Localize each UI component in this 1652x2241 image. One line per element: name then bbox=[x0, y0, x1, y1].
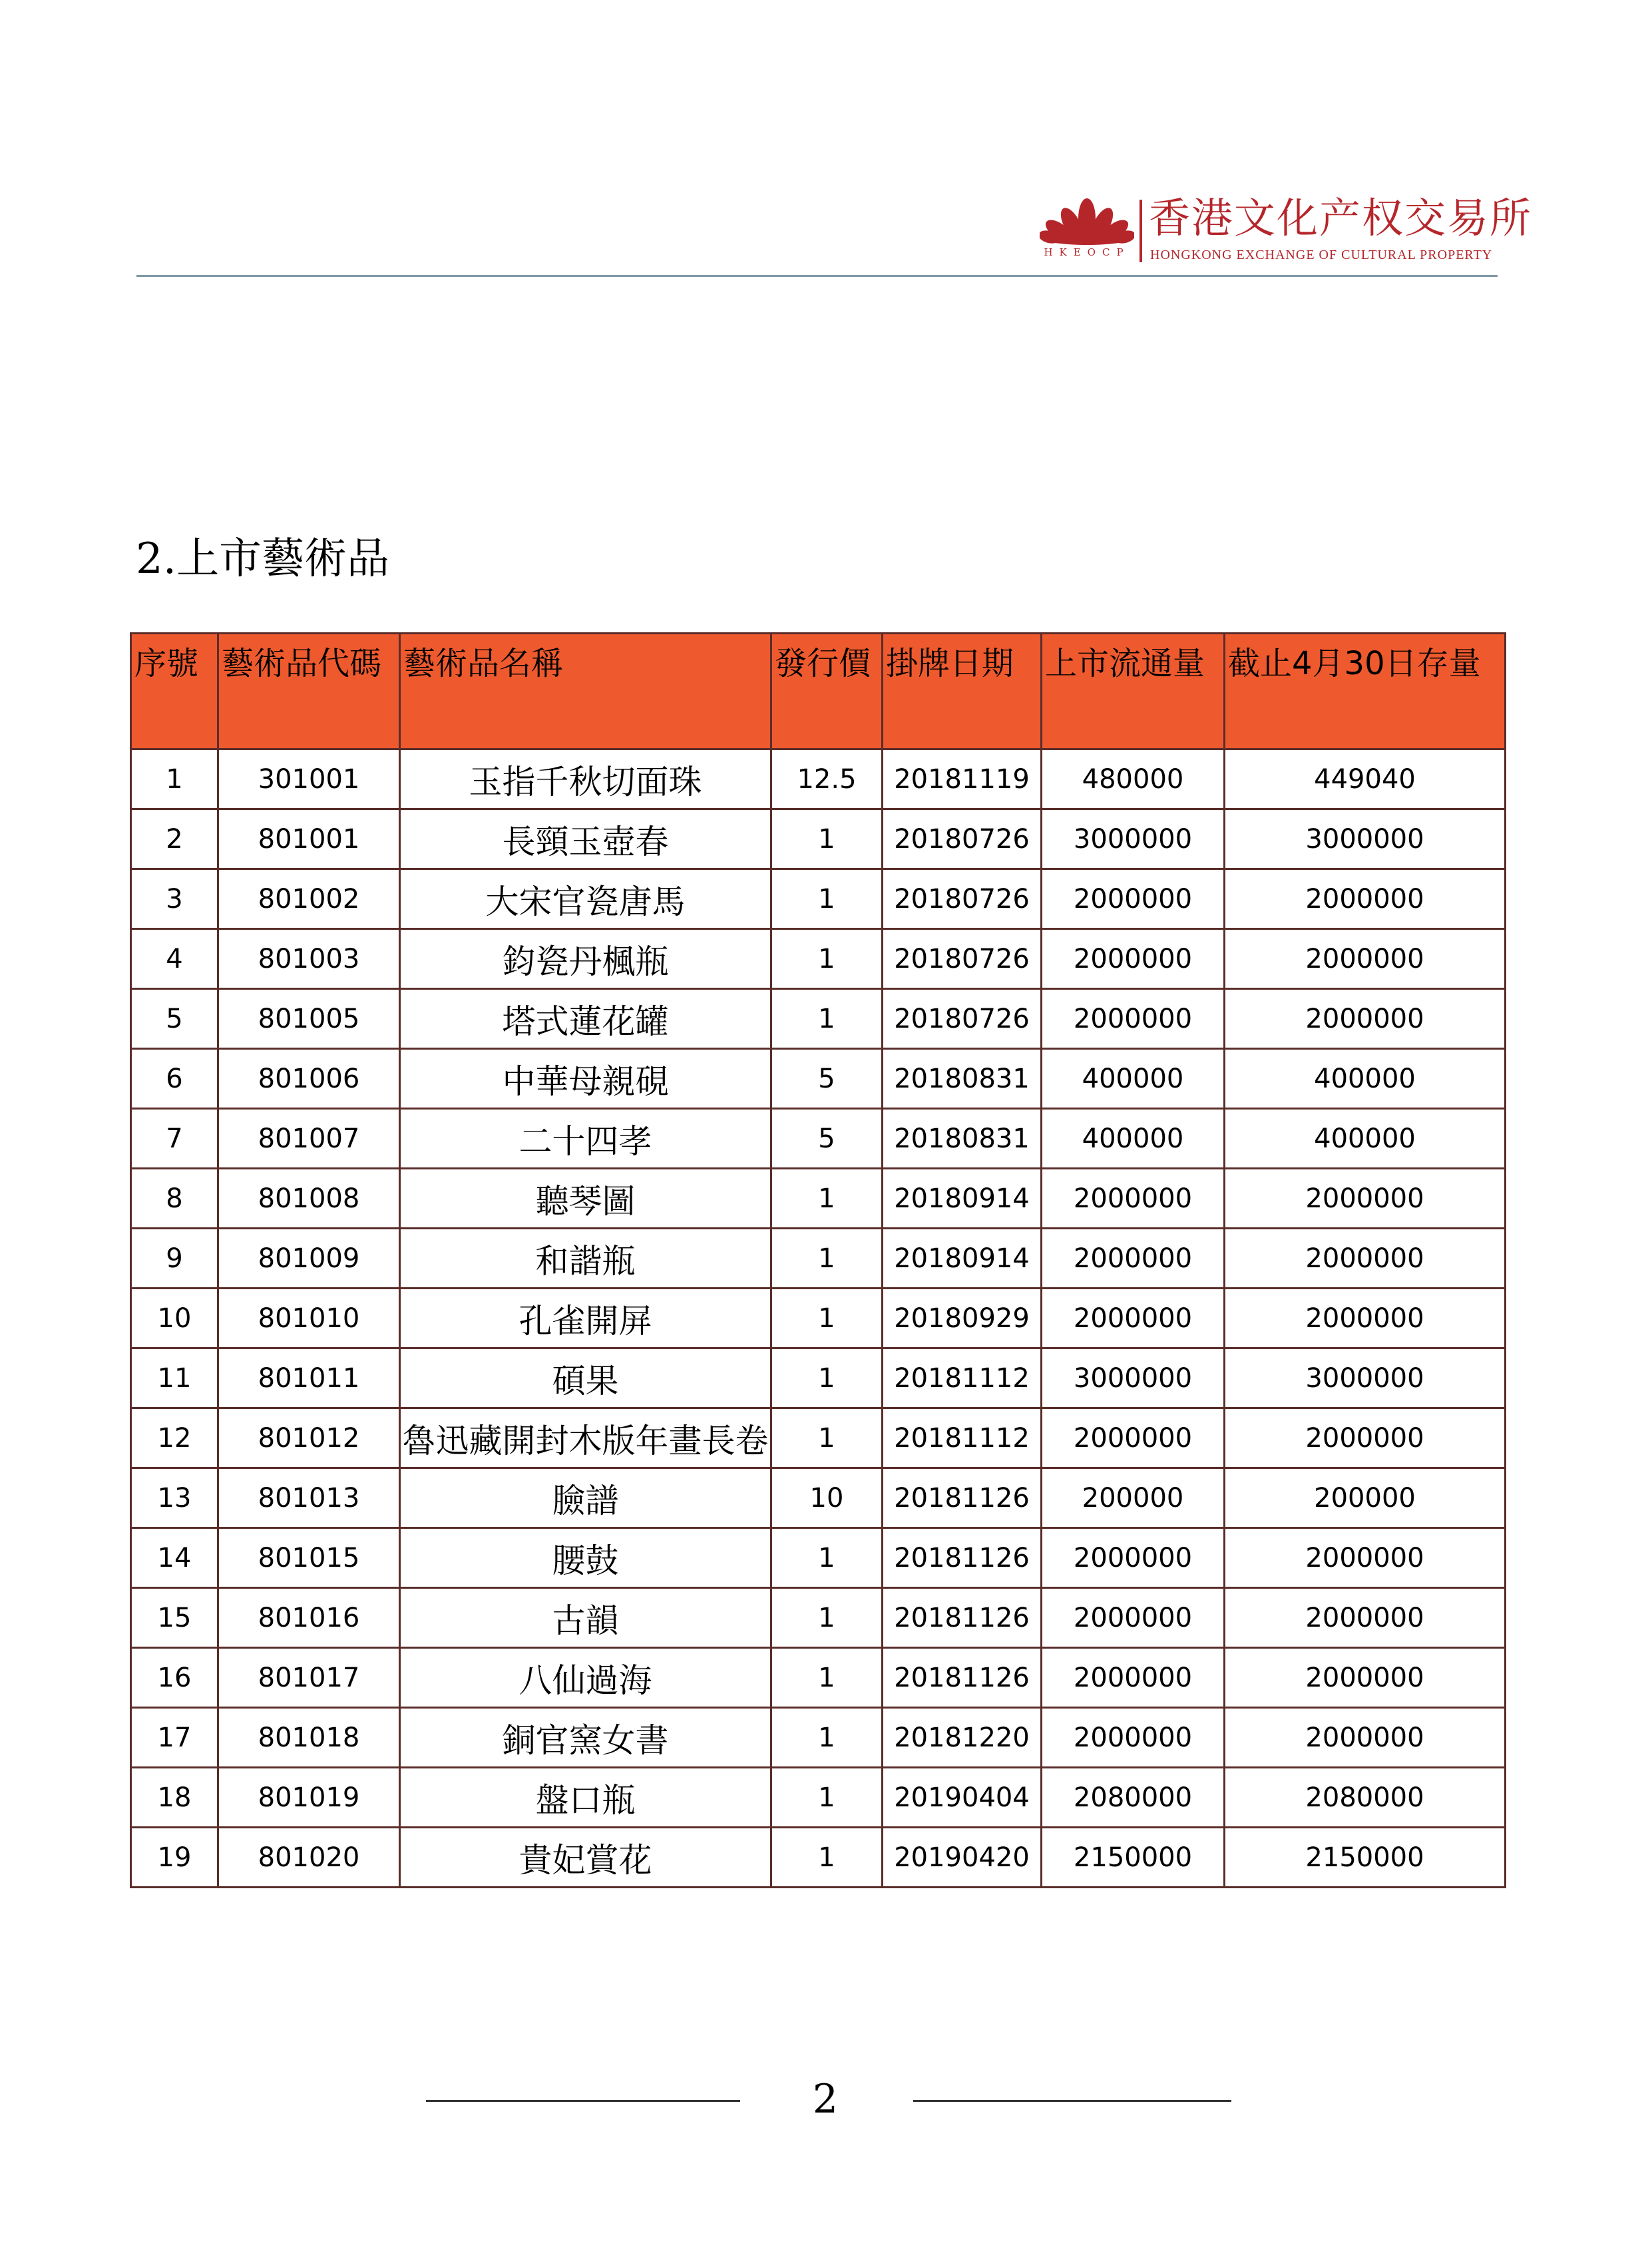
table-cell: 1 bbox=[771, 1348, 883, 1408]
table-cell: 2150000 bbox=[1225, 1828, 1506, 1888]
table-cell: 2000000 bbox=[1042, 1229, 1225, 1289]
table-cell: 20181112 bbox=[883, 1408, 1042, 1468]
logo-abbreviation: HKEOCP bbox=[1044, 246, 1130, 258]
table-row bbox=[131, 1289, 1506, 1348]
table-cell: 2000000 bbox=[1042, 1648, 1225, 1708]
table-cell: 18 bbox=[131, 1768, 218, 1828]
table-cell: 5 bbox=[771, 1109, 883, 1169]
table-cell: 2080000 bbox=[1225, 1768, 1506, 1828]
table-cell: 801003 bbox=[218, 929, 400, 989]
table-cell: 貴妃賞花 bbox=[400, 1828, 771, 1888]
table-cell: 1 bbox=[771, 989, 883, 1049]
table-cell: 17 bbox=[131, 1708, 218, 1768]
table-cell: 801006 bbox=[218, 1049, 400, 1109]
table-row bbox=[131, 1768, 1506, 1828]
table-cell: 801020 bbox=[218, 1828, 400, 1888]
table-cell: 20180726 bbox=[883, 929, 1042, 989]
table-cell: 9 bbox=[131, 1229, 218, 1289]
table-cell: 1 bbox=[771, 1828, 883, 1888]
table-cell: 2000000 bbox=[1042, 1169, 1225, 1229]
table-cell: 801017 bbox=[218, 1648, 400, 1708]
table-cell: 20181126 bbox=[883, 1648, 1042, 1708]
table-cell: 400000 bbox=[1225, 1109, 1506, 1169]
table-cell: 20180831 bbox=[883, 1049, 1042, 1109]
table-row bbox=[131, 1169, 1506, 1229]
table-cell: 1 bbox=[771, 1408, 883, 1468]
table-cell: 801019 bbox=[218, 1768, 400, 1828]
table-cell: 鈞瓷丹楓瓶 bbox=[400, 929, 771, 989]
table-cell: 腰鼓 bbox=[400, 1528, 771, 1588]
column-header: 發行價 bbox=[771, 634, 883, 749]
table-cell: 20181126 bbox=[883, 1468, 1042, 1528]
table-cell: 12.5 bbox=[771, 749, 883, 809]
table-cell: 1 bbox=[771, 1289, 883, 1348]
page-number: 2 bbox=[812, 2076, 839, 2123]
table-cell: 1 bbox=[771, 1588, 883, 1648]
table-cell: 2000000 bbox=[1225, 1289, 1506, 1348]
table-cell: 200000 bbox=[1225, 1468, 1506, 1528]
table-cell: 7 bbox=[131, 1109, 218, 1169]
table-cell: 20190420 bbox=[883, 1828, 1042, 1888]
column-header: 藝術品代碼 bbox=[218, 634, 400, 749]
table-cell: 1 bbox=[131, 749, 218, 809]
column-header: 截止4月30日存量 bbox=[1225, 634, 1506, 749]
table-cell: 2150000 bbox=[1042, 1828, 1225, 1888]
table-cell: 20181112 bbox=[883, 1348, 1042, 1408]
table-cell: 3000000 bbox=[1042, 809, 1225, 869]
table-row bbox=[131, 1408, 1506, 1468]
table-cell: 801001 bbox=[218, 809, 400, 869]
table-cell: 二十四孝 bbox=[400, 1109, 771, 1169]
table-cell: 400000 bbox=[1042, 1109, 1225, 1169]
table-cell: 200000 bbox=[1042, 1468, 1225, 1528]
table-cell: 10 bbox=[131, 1289, 218, 1348]
table-cell: 盤口瓶 bbox=[400, 1768, 771, 1828]
table-cell: 801008 bbox=[218, 1169, 400, 1229]
table-cell: 400000 bbox=[1042, 1049, 1225, 1109]
table-cell: 2000000 bbox=[1042, 929, 1225, 989]
table-cell: 2000000 bbox=[1225, 929, 1506, 989]
table-cell: 20181126 bbox=[883, 1588, 1042, 1648]
table-cell: 塔式蓮花罐 bbox=[400, 989, 771, 1049]
table-cell: 801007 bbox=[218, 1109, 400, 1169]
table-row bbox=[131, 929, 1506, 989]
table-cell: 801002 bbox=[218, 869, 400, 929]
table-cell: 銅官窯女書 bbox=[400, 1708, 771, 1768]
table-cell: 2000000 bbox=[1225, 1229, 1506, 1289]
page-header bbox=[0, 0, 1652, 286]
column-header: 藝術品名稱 bbox=[400, 634, 771, 749]
table-cell: 801011 bbox=[218, 1348, 400, 1408]
table-cell: 孔雀開屏 bbox=[400, 1289, 771, 1348]
table-cell: 14 bbox=[131, 1528, 218, 1588]
table-cell: 5 bbox=[131, 989, 218, 1049]
table-cell: 8 bbox=[131, 1169, 218, 1229]
table-cell: 2000000 bbox=[1042, 869, 1225, 929]
table-cell: 2080000 bbox=[1042, 1768, 1225, 1828]
table-header-row bbox=[131, 634, 1506, 749]
table-cell: 801016 bbox=[218, 1588, 400, 1648]
logo-english-name: HONGKONG EXCHANGE OF CULTURAL PROPERTY bbox=[1150, 248, 1493, 262]
table-cell: 2000000 bbox=[1225, 1588, 1506, 1648]
table-cell: 20180914 bbox=[883, 1169, 1042, 1229]
table-row bbox=[131, 1648, 1506, 1708]
table-cell: 3000000 bbox=[1225, 809, 1506, 869]
table-cell: 古韻 bbox=[400, 1588, 771, 1648]
table-row bbox=[131, 749, 1506, 809]
table-cell: 長頸玉壺春 bbox=[400, 809, 771, 869]
table-cell: 八仙過海 bbox=[400, 1648, 771, 1708]
table-cell: 3000000 bbox=[1042, 1348, 1225, 1408]
table-cell: 大宋官瓷唐馬 bbox=[400, 869, 771, 929]
table-cell: 魯迅藏開封木版年畫長卷 bbox=[400, 1408, 771, 1468]
table-cell: 10 bbox=[771, 1468, 883, 1528]
table-cell: 1 bbox=[771, 1229, 883, 1289]
table-cell: 4 bbox=[131, 929, 218, 989]
column-header: 上市流通量 bbox=[1042, 634, 1225, 749]
table-row bbox=[131, 1528, 1506, 1588]
table-cell: 中華母親硯 bbox=[400, 1049, 771, 1109]
table-cell: 20190404 bbox=[883, 1768, 1042, 1828]
table-cell: 6 bbox=[131, 1049, 218, 1109]
table-cell: 3000000 bbox=[1225, 1348, 1506, 1408]
table-cell: 1 bbox=[771, 1169, 883, 1229]
table-cell: 碩果 bbox=[400, 1348, 771, 1408]
table-row bbox=[131, 1468, 1506, 1528]
table-cell: 20180831 bbox=[883, 1109, 1042, 1169]
table-cell: 20181119 bbox=[883, 749, 1042, 809]
table-cell: 2000000 bbox=[1225, 1408, 1506, 1468]
table-cell: 801005 bbox=[218, 989, 400, 1049]
table-row bbox=[131, 1348, 1506, 1408]
table-cell: 12 bbox=[131, 1408, 218, 1468]
table-row bbox=[131, 1588, 1506, 1648]
header-divider bbox=[136, 275, 1498, 277]
table-cell: 臉譜 bbox=[400, 1468, 771, 1528]
table-cell: 聽琴圖 bbox=[400, 1169, 771, 1229]
table-cell: 玉指千秋切面珠 bbox=[400, 749, 771, 809]
table-cell: 20180929 bbox=[883, 1289, 1042, 1348]
table-cell: 20181126 bbox=[883, 1528, 1042, 1588]
table-cell: 480000 bbox=[1042, 749, 1225, 809]
table-cell: 3 bbox=[131, 869, 218, 929]
logo-chinese-name: 香港文化产权交易所 bbox=[1149, 194, 1533, 242]
table-cell: 801012 bbox=[218, 1408, 400, 1468]
table-cell: 2000000 bbox=[1042, 1289, 1225, 1348]
table-row bbox=[131, 1049, 1506, 1109]
table-cell: 1 bbox=[771, 1648, 883, 1708]
footer-rule-left bbox=[426, 2100, 740, 2102]
table-cell: 16 bbox=[131, 1648, 218, 1708]
table-cell: 801010 bbox=[218, 1289, 400, 1348]
table-row bbox=[131, 1109, 1506, 1169]
table-cell: 2000000 bbox=[1042, 1708, 1225, 1768]
table-cell: 2000000 bbox=[1225, 1708, 1506, 1768]
column-header: 掛牌日期 bbox=[883, 634, 1042, 749]
table-cell: 801009 bbox=[218, 1229, 400, 1289]
footer-rule-right bbox=[913, 2100, 1231, 2102]
listed-artworks-table bbox=[130, 632, 1506, 1888]
table-row bbox=[131, 869, 1506, 929]
section-title: 2.上市藝術品 bbox=[136, 534, 390, 584]
table-cell: 400000 bbox=[1225, 1049, 1506, 1109]
table-cell: 11 bbox=[131, 1348, 218, 1408]
table-cell: 20180726 bbox=[883, 869, 1042, 929]
table-cell: 5 bbox=[771, 1049, 883, 1109]
table-row bbox=[131, 1828, 1506, 1888]
table-cell: 1 bbox=[771, 1528, 883, 1588]
table-cell: 2 bbox=[131, 809, 218, 869]
table-cell: 20181220 bbox=[883, 1708, 1042, 1768]
table-cell: 20180726 bbox=[883, 989, 1042, 1049]
table-cell: 301001 bbox=[218, 749, 400, 809]
table-cell: 13 bbox=[131, 1468, 218, 1528]
table-cell: 1 bbox=[771, 929, 883, 989]
table-cell: 1 bbox=[771, 869, 883, 929]
table-cell: 801013 bbox=[218, 1468, 400, 1528]
table-row bbox=[131, 1229, 1506, 1289]
table-cell: 2000000 bbox=[1225, 869, 1506, 929]
table-cell: 1 bbox=[771, 1768, 883, 1828]
table-cell: 2000000 bbox=[1042, 1528, 1225, 1588]
table-cell: 19 bbox=[131, 1828, 218, 1888]
table-cell: 2000000 bbox=[1042, 1408, 1225, 1468]
table-cell: 2000000 bbox=[1225, 1528, 1506, 1588]
table-cell: 1 bbox=[771, 809, 883, 869]
table-cell: 和諧瓶 bbox=[400, 1229, 771, 1289]
table-cell: 15 bbox=[131, 1588, 218, 1648]
table-cell: 2000000 bbox=[1225, 1169, 1506, 1229]
table-row bbox=[131, 989, 1506, 1049]
table-row bbox=[131, 1708, 1506, 1768]
table-row bbox=[131, 809, 1506, 869]
table-cell: 2000000 bbox=[1225, 1648, 1506, 1708]
logo-divider bbox=[1139, 200, 1142, 262]
table-cell: 801015 bbox=[218, 1528, 400, 1588]
table-cell: 2000000 bbox=[1042, 989, 1225, 1049]
table-cell: 801018 bbox=[218, 1708, 400, 1768]
table-cell: 2000000 bbox=[1042, 1588, 1225, 1648]
table-cell: 1 bbox=[771, 1708, 883, 1768]
table-cell: 449040 bbox=[1225, 749, 1506, 809]
column-header: 序號 bbox=[131, 634, 218, 749]
table-cell: 20180726 bbox=[883, 809, 1042, 869]
table-cell: 2000000 bbox=[1225, 989, 1506, 1049]
table-cell: 20180914 bbox=[883, 1229, 1042, 1289]
